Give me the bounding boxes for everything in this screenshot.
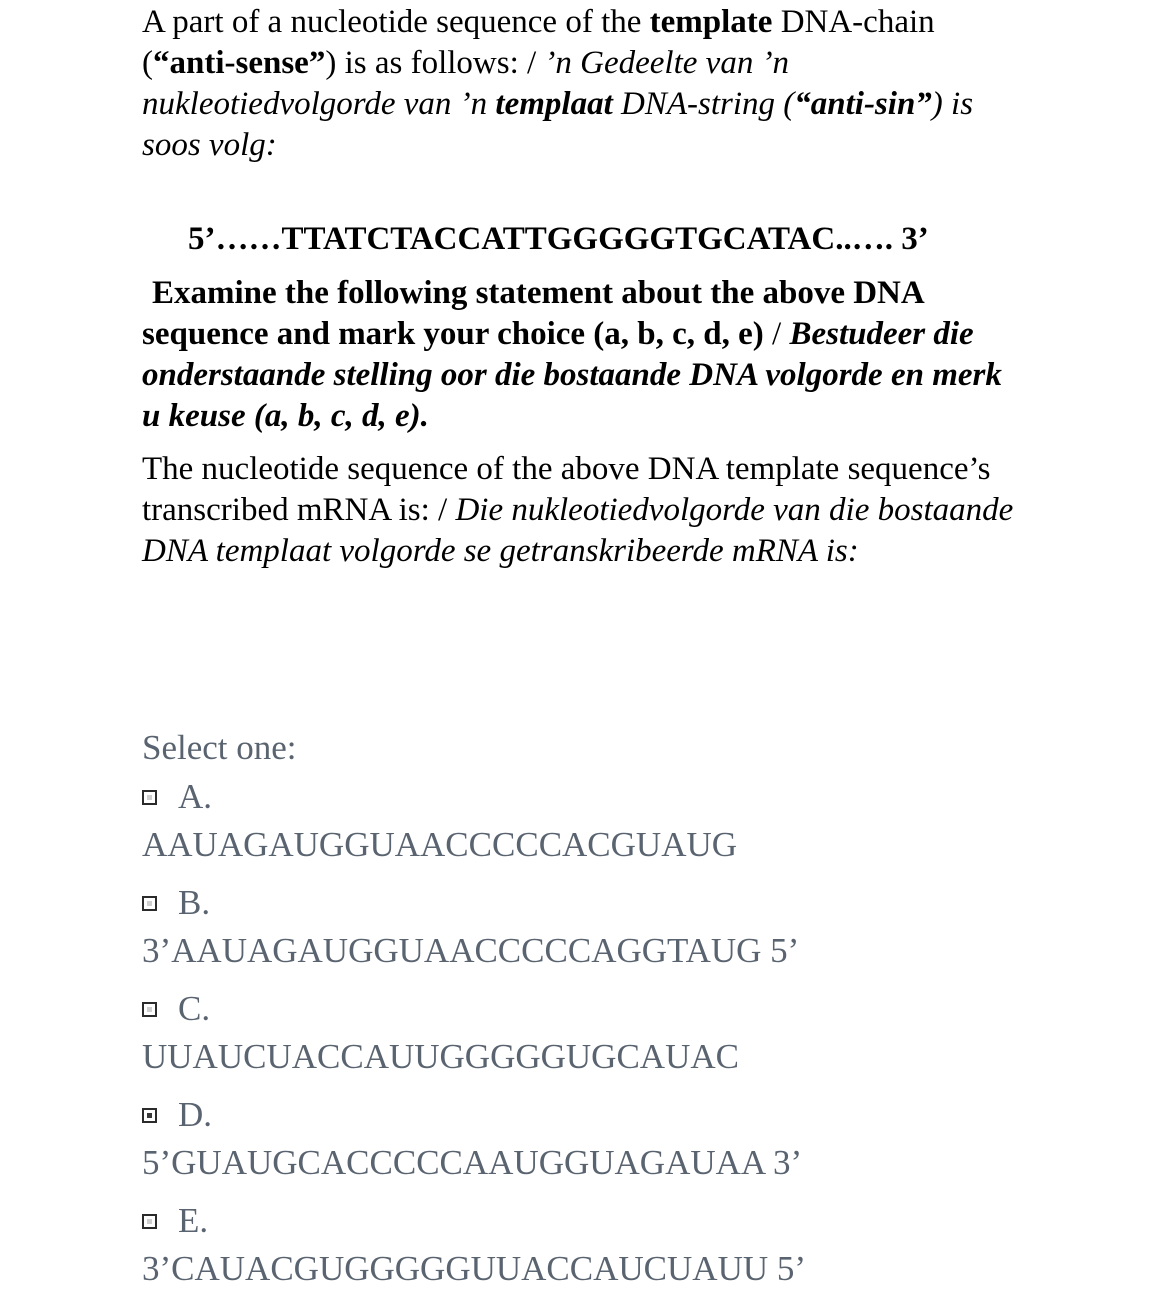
option-d-letter: D. (178, 1095, 213, 1134)
question-intro (142, 2, 1022, 166)
option-b-letter: B. (178, 883, 211, 922)
option-e[interactable] (142, 1200, 1022, 1292)
option-c-radio[interactable] (142, 1002, 157, 1017)
prompt-english: The nucleotide sequence of the above DNA template sequence’s transcribed mRNA is: / (142, 451, 991, 528)
question-prompt (142, 449, 1022, 572)
intro-text-3: DNA-chain ( (142, 4, 935, 81)
intro-text-1: A part of a nucleotide sequence of the (142, 4, 650, 40)
option-d-text: 5’GUAUGCACCCCCAAUGGUAGAUAA 3’ (142, 1143, 803, 1182)
dna-sequence: 5’……TTATCTACCATTGGGGGTGCATAC..…. 3’ (188, 221, 929, 257)
select-one-label: Select one: (142, 728, 297, 767)
examine-afrikaans: Bestudeer die onderstaande stelling oor die bostaande DNA volgorde en merk u keuse (a, b, c, d, e). (142, 316, 1002, 434)
option-a-radio[interactable] (142, 790, 157, 805)
option-c[interactable] (142, 988, 1022, 1080)
option-e-letter: E. (178, 1201, 209, 1240)
option-a[interactable] (142, 776, 1022, 868)
intro-text-5: ) is as follows: / (325, 45, 545, 81)
intro-template-word: template (649, 4, 773, 40)
option-c-text: UUAUCUACCAUUGGGGGUGCAUAC (142, 1037, 739, 1076)
intro-anti-sin: “anti-sin” (794, 86, 932, 122)
intro-afrikaans-2: DNA-string ( (612, 86, 795, 122)
intro-afrikaans-1: ’n Gedeelte van ’n nukleotiedvolgorde van ’n (142, 45, 790, 122)
examine-separator: / (763, 316, 790, 352)
option-d[interactable] (142, 1094, 1022, 1186)
examine-english: Examine the following statement about the above DNA sequence and mark your choice (a, b, c, d, e) (142, 275, 923, 352)
option-d-radio[interactable] (142, 1108, 157, 1123)
intro-afrikaans-3: ) is soos volg: (142, 86, 974, 163)
intro-templaat-word: templaat (495, 86, 613, 122)
option-e-text: 3’CAUACGUGGGGGUUACCAUCUAUU 5’ (142, 1249, 807, 1288)
option-b-radio[interactable] (142, 896, 157, 911)
prompt-afrikaans: Die nukleotiedvolgorde van die bostaande DNA templaat volgorde se getranskribeerde mRNA is: (142, 492, 1014, 569)
option-c-letter: C. (178, 989, 211, 1028)
examine-instruction (142, 273, 1022, 437)
option-e-radio[interactable] (142, 1214, 157, 1229)
intro-anti-sense: “anti-sense” (153, 45, 326, 81)
option-b-text: 3’AAUAGAUGGUAACCCCCAGGTAUG 5’ (142, 931, 800, 970)
option-b[interactable] (142, 882, 1022, 974)
option-a-text: AAUAGAUGGUAACCCCCACGUAUG (142, 825, 738, 864)
option-a-letter: A. (178, 777, 213, 816)
